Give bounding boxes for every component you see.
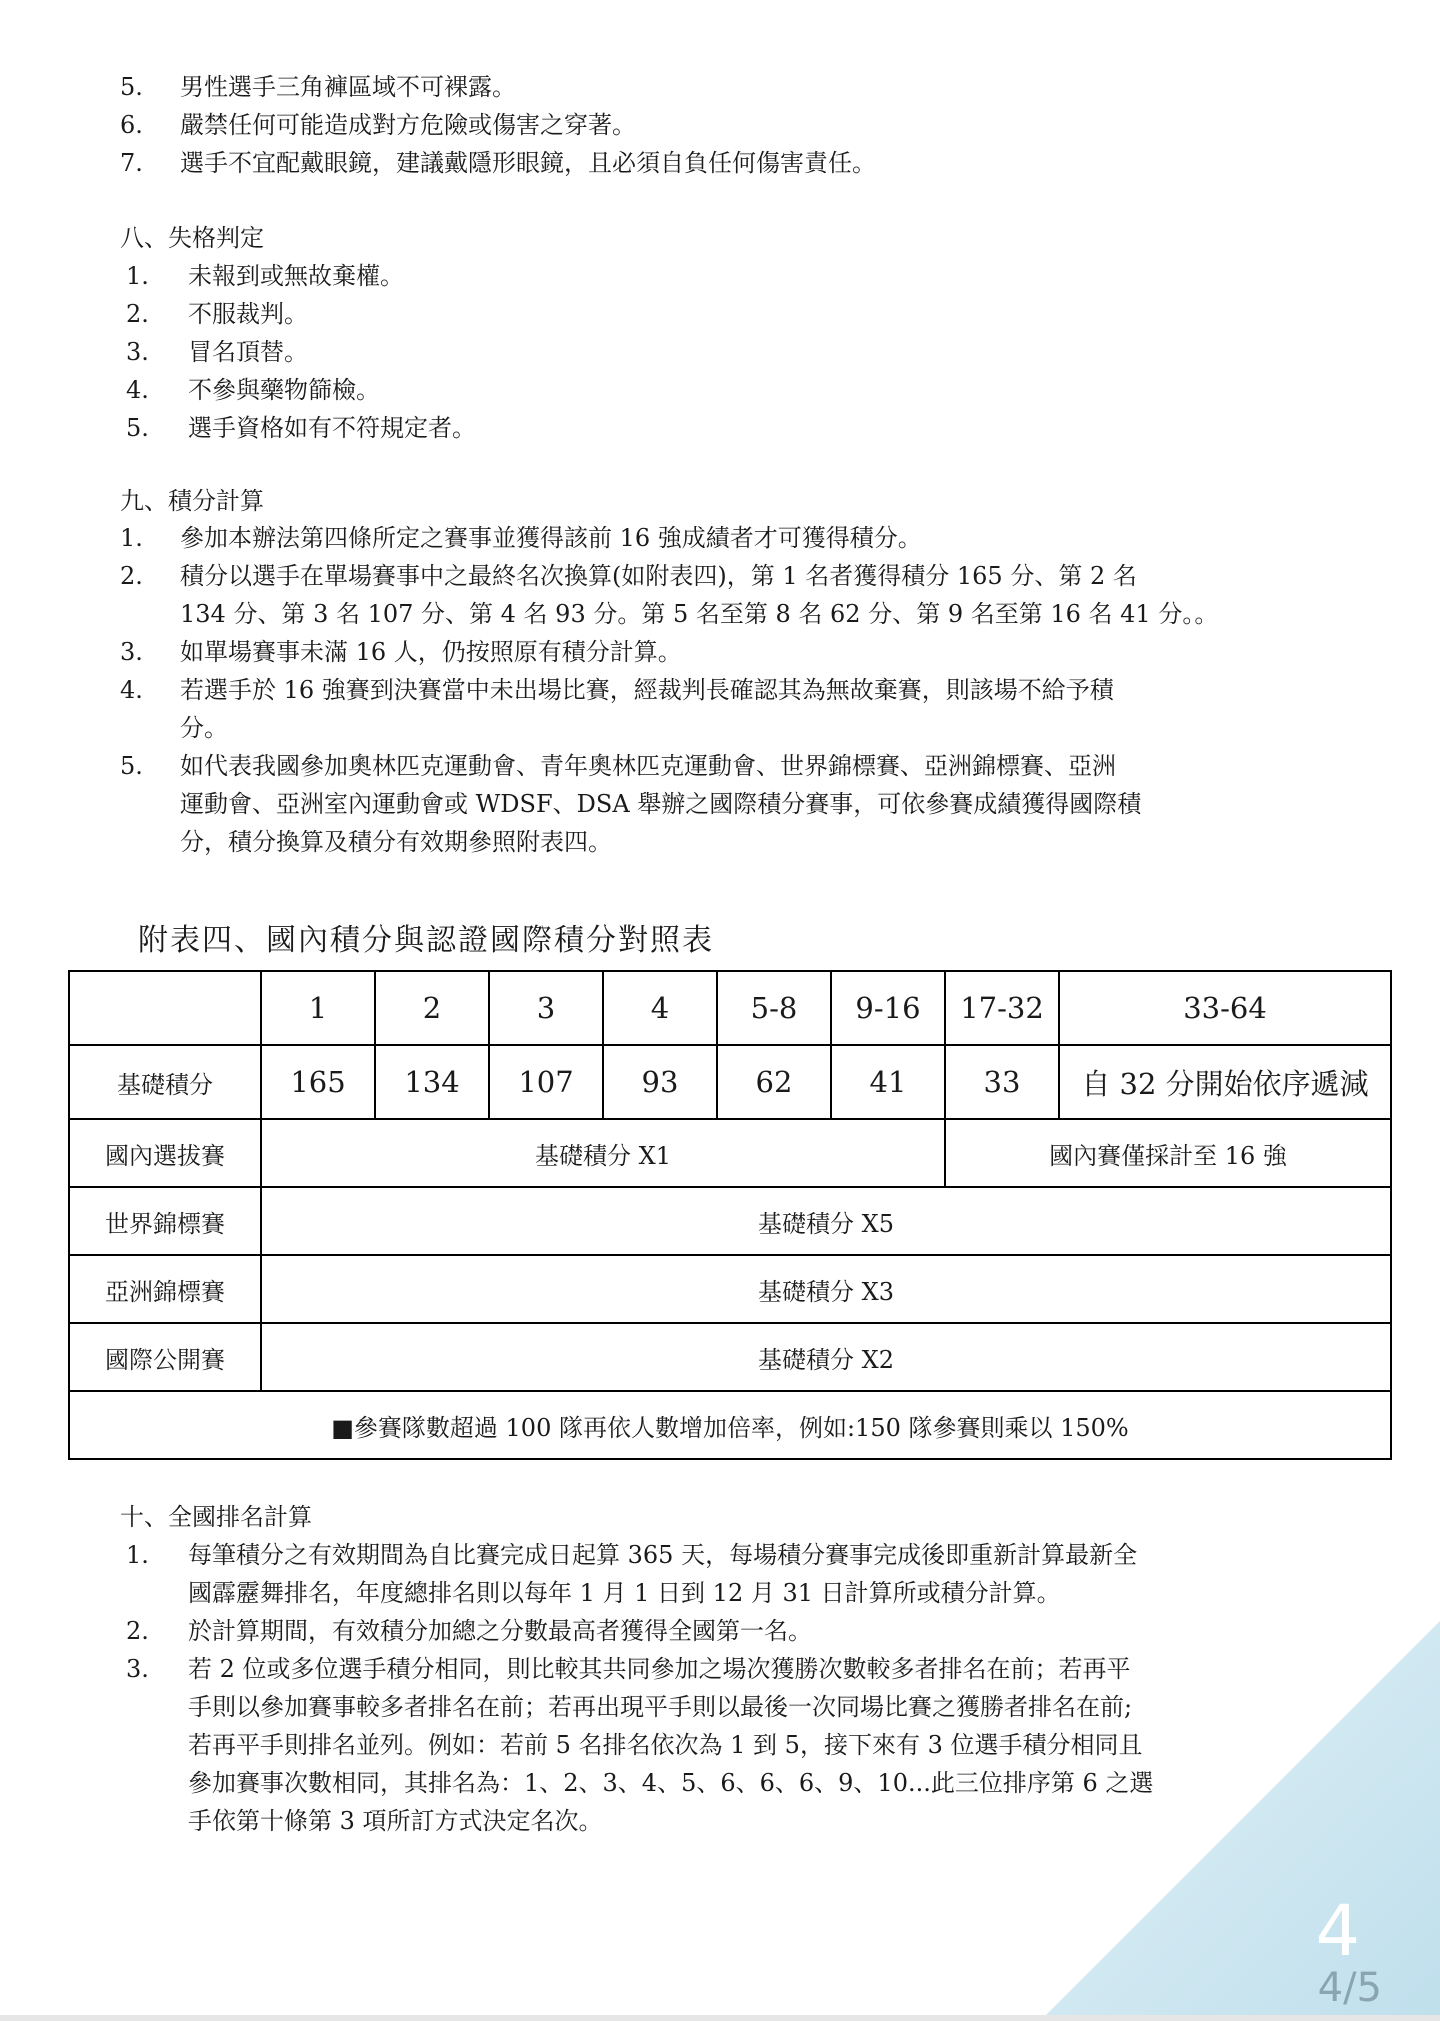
list-number: 5.	[126, 414, 149, 442]
list-number: 6.	[120, 111, 143, 139]
section-heading: 八、失格判定	[120, 224, 264, 252]
list-item: 未報到或無故棄權。	[188, 262, 404, 290]
table-title: 附表四、國內積分與認證國際積分對照表	[138, 923, 714, 958]
section-heading: 九、積分計算	[120, 487, 264, 515]
list-item-cont: 分，積分換算及積分有效期參照附表四。	[180, 828, 612, 856]
list-item: 冒名頂替。	[188, 338, 308, 366]
base-value: 165	[261, 1045, 375, 1119]
list-number: 1.	[120, 524, 143, 552]
list-number: 5.	[120, 752, 143, 780]
list-item: 若選手於 16 強賽到決賽當中未出場比賽，經裁判長確認其為無故棄賽，則該場不給予積	[180, 676, 1114, 704]
list-item: 不服裁判。	[188, 300, 308, 328]
list-item: 選手資格如有不符規定者。	[188, 414, 476, 442]
list-item: 每筆積分之有效期間為自比賽完成日起算 365 天，每場積分賽事完成後即重新計算最新全	[188, 1541, 1138, 1569]
rank-header: 9-16	[831, 971, 945, 1045]
table-row	[69, 1255, 1391, 1323]
table-corner-cell	[69, 971, 261, 1045]
rank-header: 1	[261, 971, 375, 1045]
list-item: 於計算期間，有效積分加總之分數最高者獲得全國第一名。	[188, 1617, 812, 1645]
table-row	[69, 1391, 1391, 1459]
list-item: 不參與藥物篩檢。	[188, 376, 380, 404]
row-label: 亞洲錦標賽	[69, 1255, 261, 1323]
list-item-cont: 手依第十條第 3 項所訂方式決定名次。	[188, 1807, 603, 1835]
bottom-bar	[0, 2015, 1440, 2021]
list-item: 參加本辦法第四條所定之賽事並獲得該前 16 強成績者才可獲得積分。	[180, 524, 922, 552]
list-item: 嚴禁任何可能造成對方危險或傷害之穿著。	[180, 111, 636, 139]
base-value: 自 32 分開始依序遞減	[1059, 1045, 1391, 1119]
list-item: 如單場賽事未滿 16 人，仍按照原有積分計算。	[180, 638, 682, 666]
list-number: 3.	[126, 338, 149, 366]
rank-header: 33-64	[1059, 971, 1391, 1045]
multiplier-value: 基礎積分 X3	[261, 1255, 1391, 1323]
multiplier-value: 基礎積分 X1	[261, 1119, 945, 1187]
base-value: 33	[945, 1045, 1059, 1119]
base-value: 62	[717, 1045, 831, 1119]
table-row	[69, 1119, 1391, 1187]
list-item-cont: 手則以參加賽事較多者排名在前；若再出現平手則以最後一次同場比賽之獲勝者排名在前;	[188, 1693, 1133, 1721]
table-footnote: ■參賽隊數超過 100 隊再依人數增加倍率，例如:150 隊參賽則乘以 150%	[69, 1391, 1391, 1459]
domestic-note: 國內賽僅採計至 16 強	[945, 1119, 1391, 1187]
table-row	[69, 1045, 1391, 1119]
rank-header: 3	[489, 971, 603, 1045]
list-number: 2.	[126, 1617, 149, 1645]
row-label: 國際公開賽	[69, 1323, 261, 1391]
row-label: 國內選拔賽	[69, 1119, 261, 1187]
rank-header: 17-32	[945, 971, 1059, 1045]
rank-header: 4	[603, 971, 717, 1045]
list-number: 1.	[126, 262, 149, 290]
multiplier-value: 基礎積分 X5	[261, 1187, 1391, 1255]
points-table	[68, 970, 1392, 1460]
list-item: 如代表我國參加奧林匹克運動會、青年奧林匹克運動會、世界錦標賽、亞洲錦標賽、亞洲	[180, 752, 1116, 780]
rank-header: 5-8	[717, 971, 831, 1045]
list-number: 7.	[120, 149, 143, 177]
base-value: 93	[603, 1045, 717, 1119]
list-number: 4.	[120, 676, 143, 704]
list-number: 1.	[126, 1541, 149, 1569]
list-number: 3.	[126, 1655, 149, 1683]
list-number: 3.	[120, 638, 143, 666]
list-item-cont: 若再平手則排名並列。例如：若前 5 名排名依次為 1 到 5，接下來有 3 位選手積分相同且	[188, 1731, 1143, 1759]
list-number: 5.	[120, 73, 143, 101]
page-number: 4	[1315, 1890, 1360, 1972]
list-item-cont: 參加賽事次數相同，其排名為：1、2、3、4、5、6、6、6、9、10...此三位排序第 6 之選	[188, 1769, 1154, 1797]
list-item: 若 2 位或多位選手積分相同，則比較其共同參加之場次獲勝次數較多者排名在前；若再平	[188, 1655, 1131, 1683]
row-label: 世界錦標賽	[69, 1187, 261, 1255]
section-heading: 十、全國排名計算	[120, 1503, 312, 1531]
list-number: 4.	[126, 376, 149, 404]
list-item-cont: 國霹靂舞排名，年度總排名則以每年 1 月 1 日到 12 月 31 日計算所或積分計算。	[188, 1579, 1061, 1607]
list-item: 積分以選手在單場賽事中之最終名次換算(如附表四)，第 1 名者獲得積分 165 分、第 2 名	[180, 562, 1137, 590]
rank-header: 2	[375, 971, 489, 1045]
list-item-cont: 運動會、亞洲室內運動會或 WDSF、DSA 舉辦之國際積分賽事，可依參賽成績獲得國際積	[180, 790, 1142, 818]
table-row	[69, 971, 1391, 1045]
page-indicator: 4/5	[1317, 1965, 1382, 2011]
multiplier-value: 基礎積分 X2	[261, 1323, 1391, 1391]
list-number: 2.	[120, 562, 143, 590]
list-number: 2.	[126, 300, 149, 328]
row-label: 基礎積分	[69, 1045, 261, 1119]
table-row	[69, 1187, 1391, 1255]
list-item-cont: 分。	[180, 714, 228, 742]
list-item: 男性選手三角褲區域不可裸露。	[180, 73, 516, 101]
list-item: 選手不宜配戴眼鏡，建議戴隱形眼鏡，且必須自負任何傷害責任。	[180, 149, 876, 177]
table-row	[69, 1323, 1391, 1391]
base-value: 134	[375, 1045, 489, 1119]
base-value: 41	[831, 1045, 945, 1119]
base-value: 107	[489, 1045, 603, 1119]
list-item-cont: 134 分、第 3 名 107 分、第 4 名 93 分。第 5 名至第 8 名 62 分、第 9 名至第 16 名 41 分。。	[180, 600, 1219, 628]
